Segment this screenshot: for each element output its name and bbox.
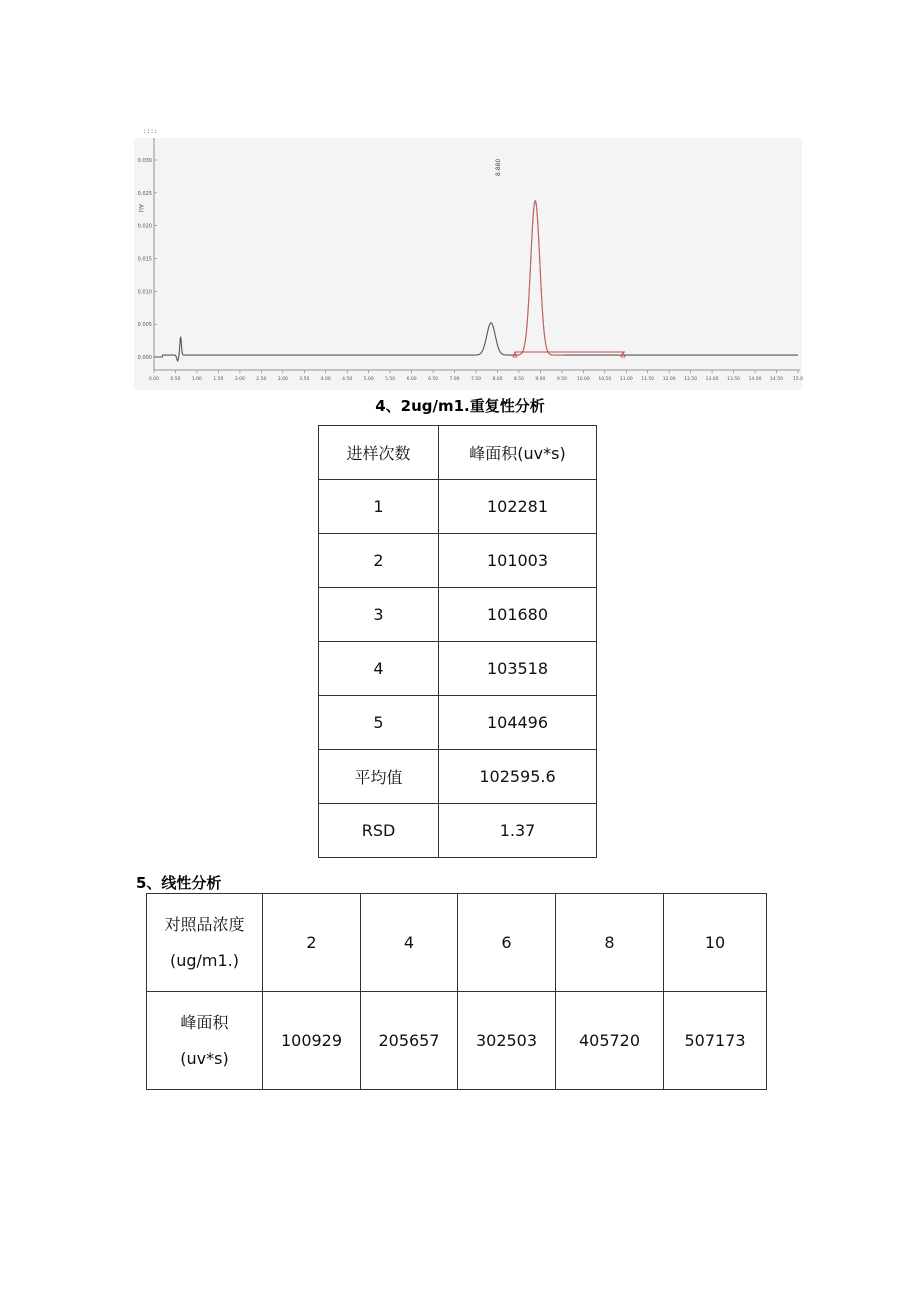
- peak-area-cell: 102281: [439, 480, 597, 534]
- linearity-table: [146, 893, 767, 1090]
- table-row-mean: [319, 750, 597, 804]
- peak-area-cell: 101680: [439, 588, 597, 642]
- x-tick-label: 0.00: [148, 377, 160, 382]
- concentration-cell: 4: [361, 894, 458, 992]
- mean-value-cell: 102595.6: [439, 750, 597, 804]
- y-tick-label: 0.000: [137, 355, 152, 361]
- injection-number-cell: 1: [319, 480, 439, 534]
- x-tick-label: 11.00: [619, 377, 633, 382]
- x-tick-label: 4.50: [342, 377, 353, 382]
- peak-area-cell: 507173: [664, 992, 767, 1090]
- concentration-cell: 2: [263, 894, 361, 992]
- injection-number-cell: 4: [319, 642, 439, 696]
- mean-label-cell: 平均值: [319, 750, 439, 804]
- x-tick-label: 2.50: [256, 377, 267, 382]
- peak-area-header-cell: [147, 992, 263, 1090]
- x-tick-label: 14.50: [770, 377, 783, 382]
- section5-title: 5、线性分析: [136, 874, 222, 892]
- x-tick-label: 5.50: [385, 377, 396, 382]
- table-row: [319, 642, 597, 696]
- rsd-label-cell: RSD: [319, 804, 439, 858]
- x-tick-label: 3.50: [299, 377, 310, 382]
- y-tick-label: 0.030: [137, 158, 152, 164]
- peak-area-cell: 101003: [439, 534, 597, 588]
- x-tick-label: 12.00: [662, 377, 676, 382]
- concentration-row: [147, 894, 767, 992]
- section4-title: 4、2ug/m1.重复性分析: [375, 397, 545, 415]
- chromatogram-figure: [134, 128, 802, 390]
- x-tick-label: 1.50: [213, 377, 224, 382]
- x-tick-label: 11.50: [641, 377, 655, 382]
- injection-number-cell: 5: [319, 696, 439, 750]
- concentration-unit: (ug/m1.): [169, 950, 240, 970]
- x-tick-label: 7.00: [449, 377, 460, 382]
- x-tick-label: 10.00: [576, 377, 590, 382]
- peak-retention-label: 8.880: [495, 158, 502, 176]
- x-tick-label: 3.00: [277, 377, 288, 382]
- x-tick-label: 1.00: [191, 377, 202, 382]
- injection-number-cell: 3: [319, 588, 439, 642]
- x-tick-label: 9.00: [535, 377, 546, 382]
- peak-area-cell: 100929: [263, 992, 361, 1090]
- rsd-value-cell: 1.37: [439, 804, 597, 858]
- x-tick-label: 13.50: [727, 377, 741, 382]
- header-peak-area: 峰面积(uv*s): [439, 426, 597, 480]
- chromatogram-corner-mark: ::::: [143, 128, 158, 135]
- y-axis-unit: AU: [137, 204, 144, 213]
- x-tick-label: 8.50: [513, 377, 524, 382]
- table-header-row: [319, 426, 597, 480]
- x-tick-label: 6.00: [406, 377, 417, 382]
- x-tick-label: 8.00: [492, 377, 503, 382]
- y-tick-label: 0.025: [137, 190, 152, 197]
- x-tick-label: 0.50: [170, 377, 181, 382]
- table-row: [319, 480, 597, 534]
- table-row: [319, 696, 597, 750]
- x-tick-label: 4.00: [320, 377, 331, 382]
- x-tick-label: 5.00: [363, 377, 374, 382]
- x-tick-label: 7.50: [470, 377, 482, 382]
- x-tick-label: 14.00: [748, 377, 762, 382]
- header-injection-number: 进样次数: [319, 426, 439, 480]
- y-tick-label: 0.005: [137, 322, 152, 329]
- x-tick-label: 6.50: [428, 377, 439, 382]
- y-tick-label: 0.020: [137, 223, 152, 230]
- concentration-cell: 10: [664, 894, 767, 992]
- injection-number-cell: 2: [319, 534, 439, 588]
- x-tick-label: 12.50: [684, 377, 698, 382]
- x-tick-label: 9.50: [556, 377, 567, 382]
- plot-background: [134, 138, 802, 390]
- x-tick-label: 13.00: [705, 377, 719, 382]
- peak-area-cell: 302503: [458, 992, 556, 1090]
- peak-area-cell: 405720: [556, 992, 664, 1090]
- x-tick-label: 15.0: [792, 377, 804, 382]
- concentration-cell: 8: [556, 894, 664, 992]
- table-row: [319, 588, 597, 642]
- peak-area-cell: 104496: [439, 696, 597, 750]
- peak-area-cell: 103518: [439, 642, 597, 696]
- repeatability-table: [318, 425, 597, 858]
- y-tick-label: 0.010: [137, 289, 152, 296]
- peak-area-label: 峰面积: [180, 1012, 229, 1032]
- concentration-header-cell: [147, 894, 263, 992]
- peak-area-cell: 205657: [361, 992, 458, 1090]
- table-row: [319, 534, 597, 588]
- concentration-label: 对照品浓度: [164, 914, 245, 934]
- x-tick-label: 2.00: [234, 377, 245, 382]
- peak-area-unit: (uv*s): [180, 1048, 229, 1068]
- chromatogram-plot: [134, 128, 802, 390]
- table-row-rsd: [319, 804, 597, 858]
- peak-area-row: [147, 992, 767, 1090]
- x-tick-label: 10.50: [598, 377, 612, 382]
- y-tick-label: 0.015: [137, 256, 152, 263]
- concentration-cell: 6: [458, 894, 556, 992]
